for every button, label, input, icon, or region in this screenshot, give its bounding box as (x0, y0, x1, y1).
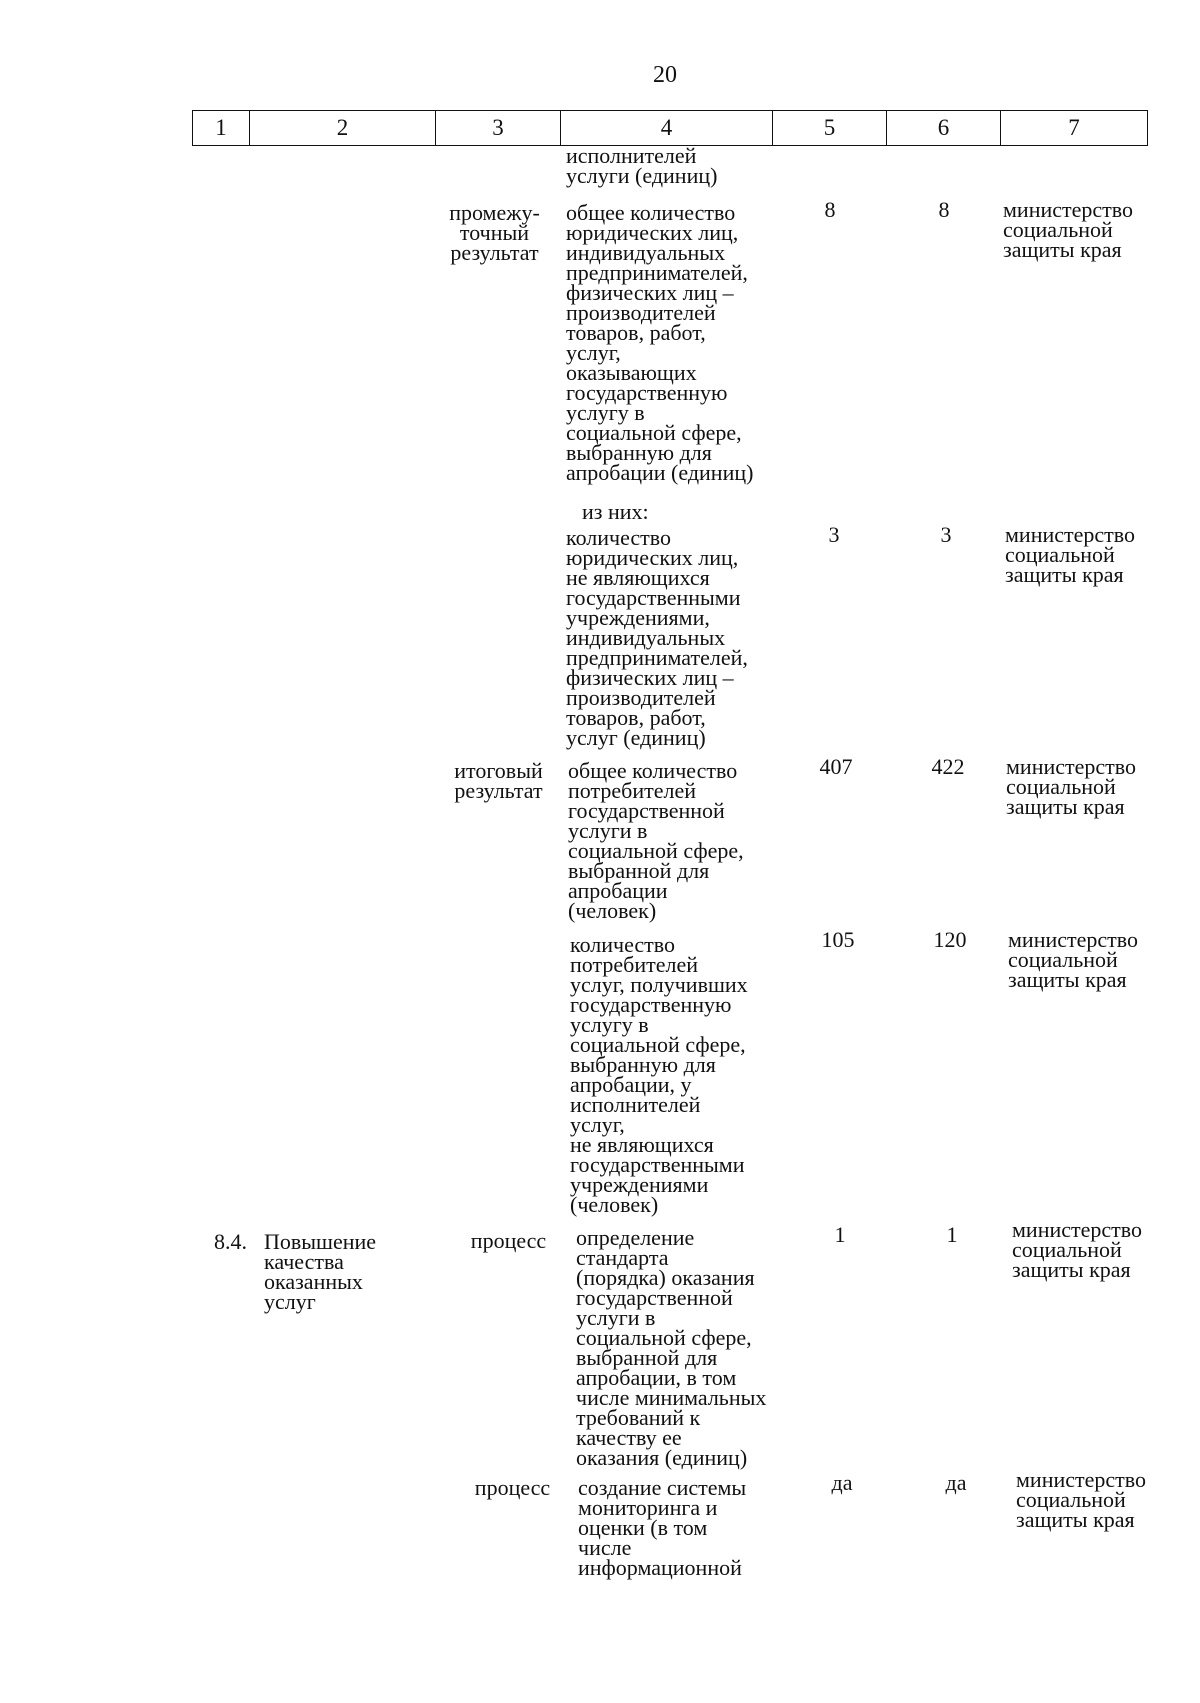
row-5-responsible: министерство социальной защиты края (1012, 1217, 1143, 1282)
column-header-row (193, 111, 1148, 146)
row-0-description: исполнителей услуги (единиц) (566, 143, 718, 188)
column-header-7: 7 (1001, 111, 1148, 146)
row-2-value-5: 3 (828, 522, 840, 547)
column-header-4: 4 (561, 111, 773, 146)
row-1-type: промежу- точный результат (449, 200, 540, 265)
column-header-6: 6 (887, 111, 1001, 146)
row-6-value-5: да (831, 1470, 853, 1495)
row-5-number: 8.4. (214, 1229, 247, 1254)
row-1-value-6: 8 (938, 197, 950, 222)
row-4-value-5: 105 (821, 927, 855, 952)
sub-note: из них: (582, 499, 649, 524)
row-5-type: процесс (470, 1228, 547, 1253)
column-header-5: 5 (773, 111, 887, 146)
row-6-type: процесс (474, 1475, 551, 1500)
column-header-table (192, 110, 1148, 146)
page-number: 20 (653, 62, 677, 88)
row-5-value-5: 1 (834, 1222, 846, 1247)
row-5-description: определение стандарта (порядка) оказания государственной услуги в социальной сфере, выбранной для апробации, в том числе минимальных требований к качеству ее оказания (единиц) (576, 1225, 767, 1470)
row-4-value-6: 120 (933, 927, 967, 952)
row-4-description: количество потребителей услуг, получивших государственную услугу в социальной сфере, выбранную для апробации, у исполнителей услуг, не являющихся государственными учреждениями (человек) (570, 932, 748, 1217)
row-6-responsible: министерство социальной защиты края (1016, 1467, 1147, 1532)
row-2-description: количество юридических лиц, не являющихся государственными учреждениями, индивидуальных предпринимателей, физических лиц – производителей товаров, работ, услуг (единиц) (566, 525, 748, 750)
row-5-value-6: 1 (946, 1222, 958, 1247)
row-3-responsible: министерство социальной защиты края (1006, 754, 1137, 819)
column-header-3: 3 (436, 111, 561, 146)
column-header-2: 2 (250, 111, 436, 146)
row-1-description: общее количество юридических лиц, индивидуальных предпринимателей, физических лиц – производителей товаров, работ, услуг, оказывающих государственную услугу в социальной сфере, выбранную для апробации (единиц) (566, 200, 754, 485)
row-1-responsible: министерство социальной защиты края (1003, 197, 1134, 262)
column-header-1: 1 (193, 111, 250, 146)
row-2-value-6: 3 (940, 522, 952, 547)
row-3-value-6: 422 (931, 754, 965, 779)
row-6-description: создание системы мониторинга и оценки (в том числе информационной (578, 1475, 747, 1580)
row-3-type: итоговый результат (454, 758, 543, 803)
row-5-title: Повышение качества оказанных услуг (264, 1229, 377, 1314)
row-2-responsible: министерство социальной защиты края (1005, 522, 1136, 587)
row-3-value-5: 407 (819, 754, 853, 779)
row-3-description: общее количество потребителей государственной услуги в социальной сфере, выбранной для апробации (человек) (568, 758, 744, 923)
row-6-value-6: да (945, 1470, 967, 1495)
row-4-responsible: министерство социальной защиты края (1008, 927, 1139, 992)
row-1-value-5: 8 (824, 197, 836, 222)
